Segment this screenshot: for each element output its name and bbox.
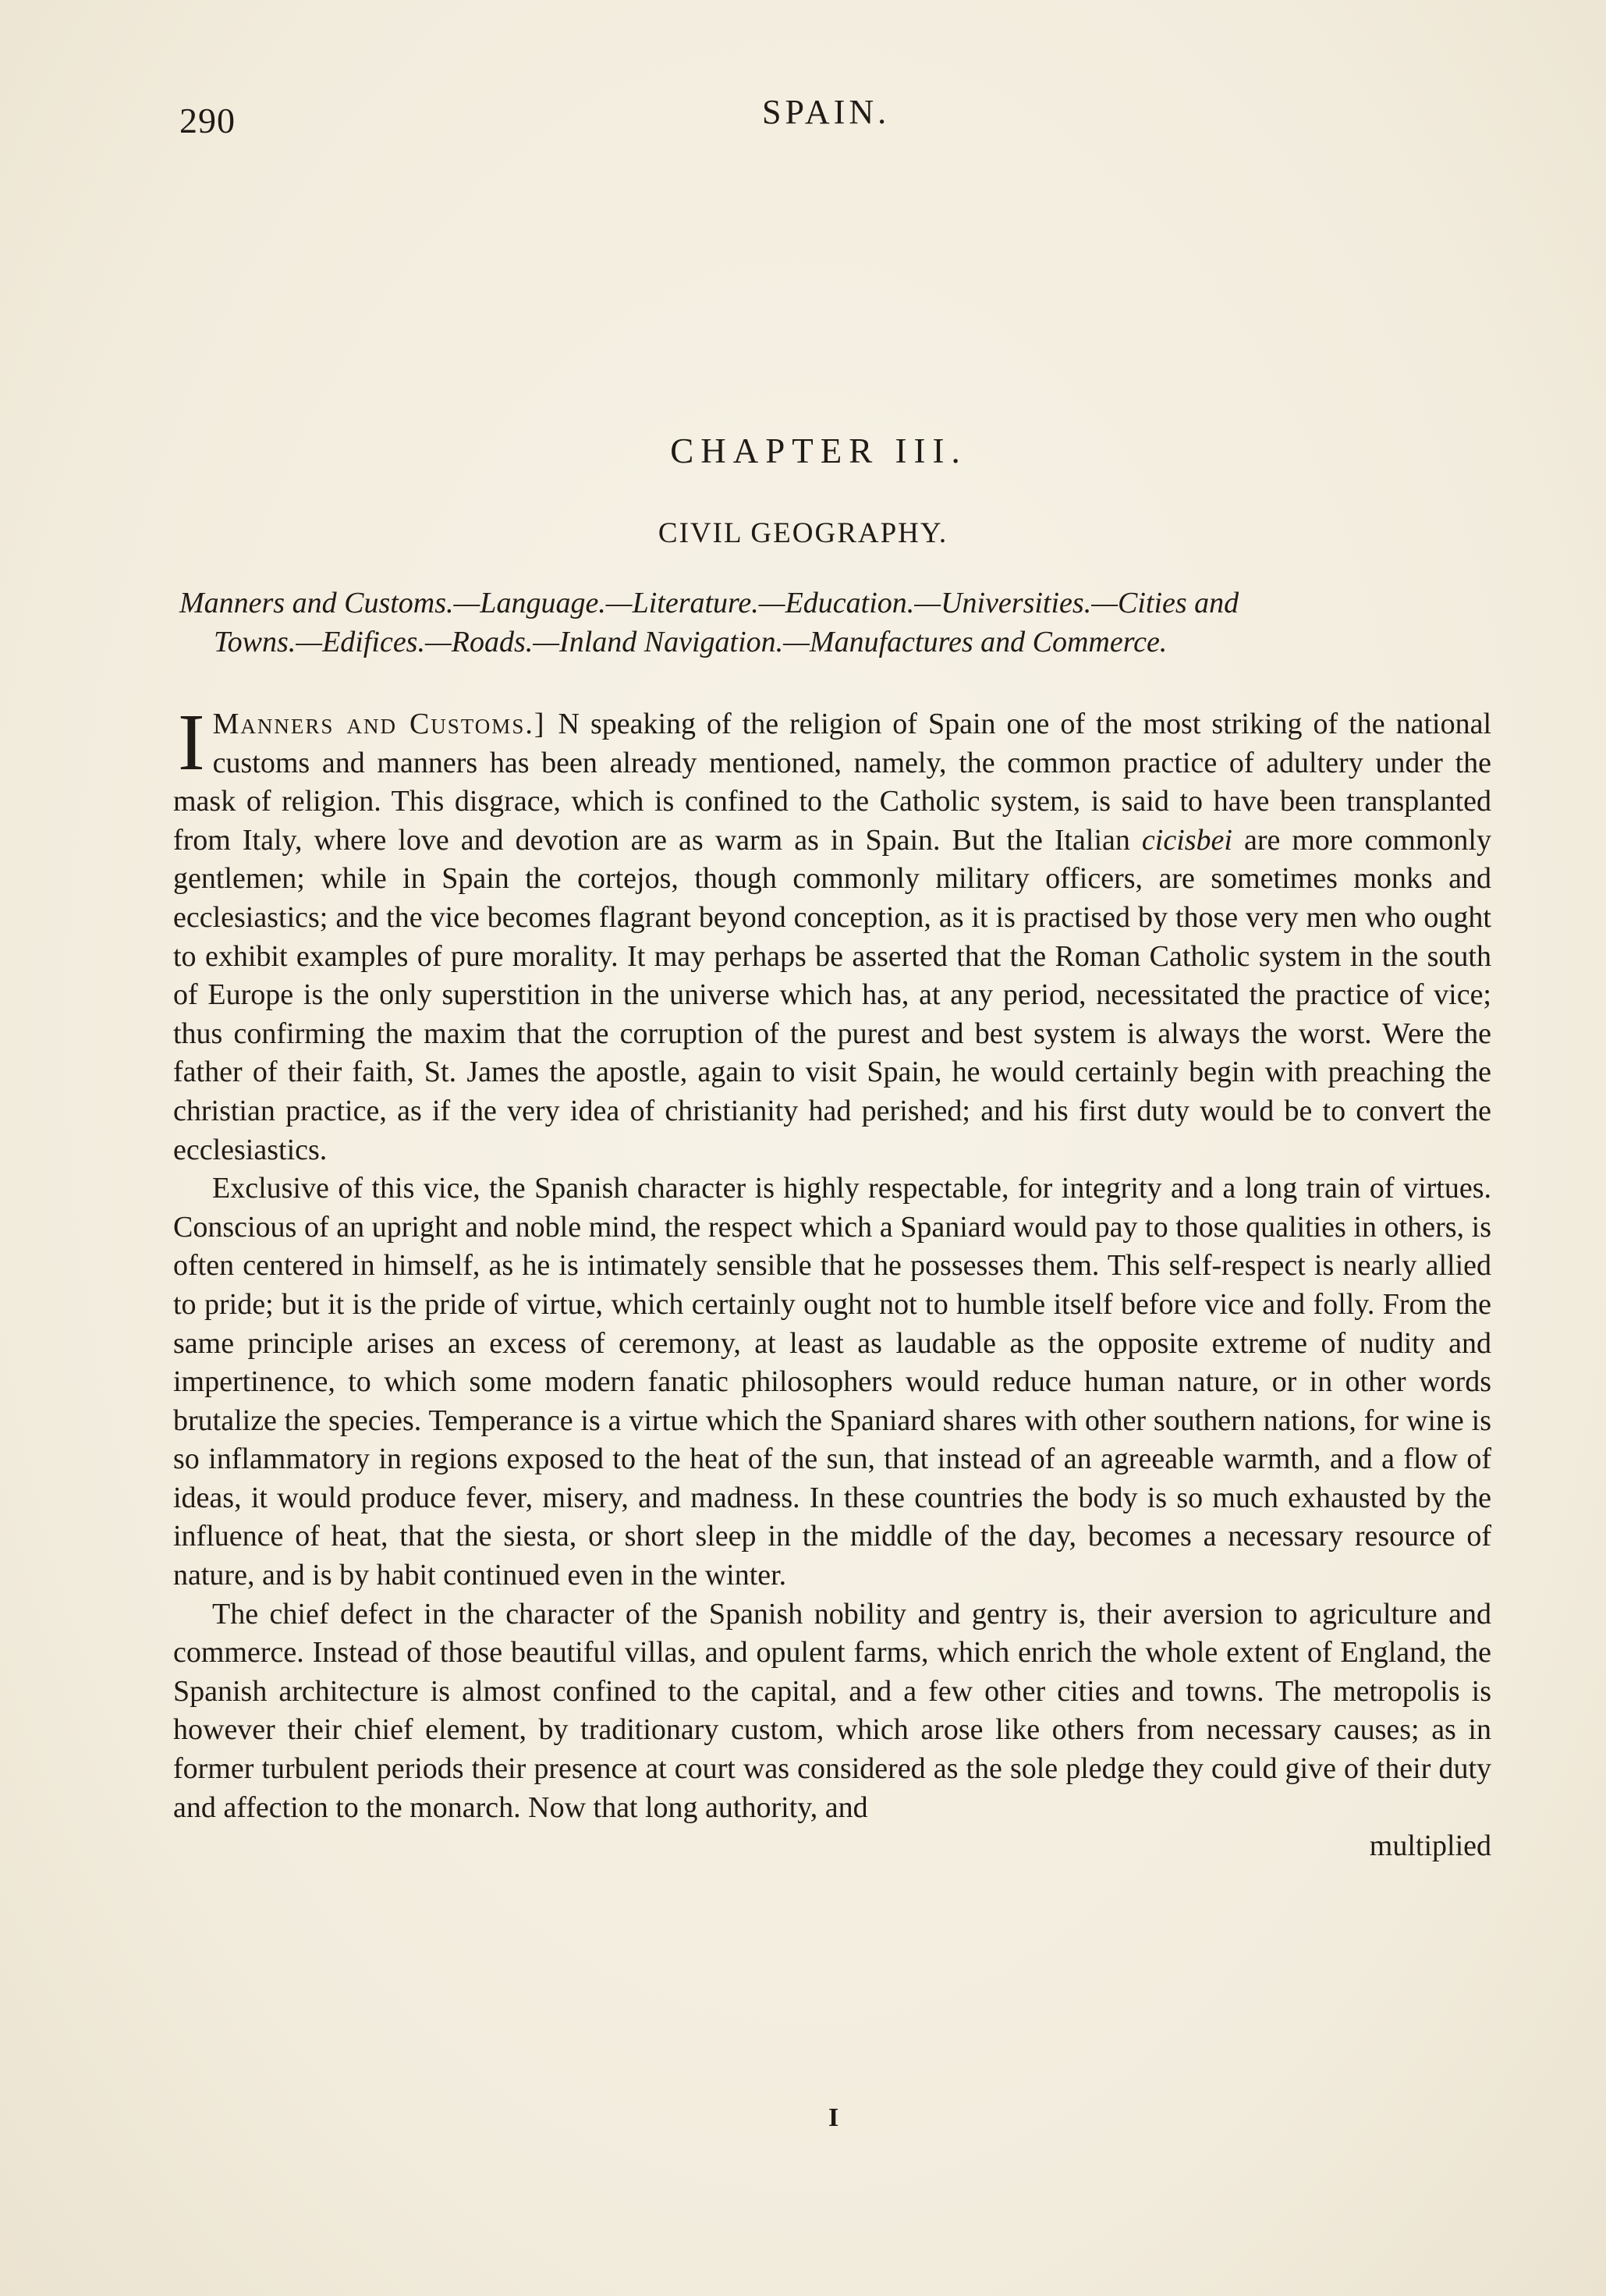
italic-term: cicisbei	[1141, 823, 1232, 857]
side-heading: Manners and Customs.]	[212, 708, 546, 740]
section-title: CIVIL GEOGRAPHY.	[658, 517, 948, 549]
catchword: multiplied	[1369, 1829, 1491, 1863]
chapter-contents	[179, 584, 1505, 662]
paragraph-3: The chief defect in the character of the Spanish nobility and gentry is, their aversion to agriculture and commerce. Instead of those beautiful villas, and opulent farms, which enrich the whole extent of England, the Spanish architecture is almost confined to the capital, and a few other cities and towns. The metropolis is however their chief element, by traditionary custom, which arose like others from necessary causes; as in former turbulent periods their presence at court was considered as the sole pledge they could give of their duty and affection to the monarch. Now that long authority, and	[173, 1597, 1491, 1824]
paragraph-1-end: are more commonly gentlemen; while in Spain the cortejos, though commonly military officers, are sometimes monks and ecclesiastics; and the vice becomes flagrant beyond conception, as it is practised by those very men who ought to exhibit examples of pure morality. It may perhaps be asserted that the Roman Catholic system in the south of Europe is the only superstition in the universe which has, at any period, necessitated the practice of vice; thus confirming the maxim that the corruption of the purest and best system is always the worst. Were the father of their faith, St. James the apostle, again to visit Spain, he would certainly begin with preaching the christian practice, as if the very idea of christianity had perished; and his first duty would be to convert the ecclesiastics.	[173, 823, 1491, 1166]
page-number: 290	[179, 101, 236, 140]
contents-line-2: Towns.—Edifices.—Roads.—Inland Navigation.—Manufactures and Commerce.	[214, 626, 1168, 658]
chapter-title: CHAPTER III.	[670, 431, 967, 470]
paragraph-1-start: N speaking of the religion of Spain one of the most striking of the national customs and manners has been already mentioned, namely, the common practice of adultery under the mask of religion. This disgrace, which is confined to the Catholic system, is said to have been transplanted from Italy, where love and devotion are as warm as in Spain. But the Italian	[173, 708, 1492, 857]
paragraph-1	[173, 697, 1492, 1169]
paragraph-2: Exclusive of this vice, the Spanish character is highly respectable, for integrity and a long train of virtues. Conscious of an upright and noble mind, the respect which a Spaniard would pay to those qualities in others, is often centered in himself, as he is intimately sensible that he possesses them. This self-respect is nearly allied to pride; but it is the pride of virtue, which certainly ought not to humble itself before vice and folly. From the same principle arises an excess of ceremony, at least as laudable as the opposite extreme of nudity and impertinence, to which some modern fanatic philosophers would reduce human nature, or in other words brutalize the species. Temperance is a virtue which the Spaniard shares with other southern nations, for wine is so inflammatory in regions exposed to the heat of the sun, that instead of an agreeable warmth, and a flow of ideas, it would produce fever, misery, and madness. In these countries the body is so much exhausted by the influence of heat, that the siesta, or short sleep in the middle of the day, becomes a necessary resource of nature, and is by habit continued even in the winter.	[173, 1172, 1491, 1592]
body-text	[173, 697, 1492, 1866]
contents-line-1: Manners and Customs.—Language.—Literature.—Education.—Universities.—Cities and	[179, 587, 1239, 619]
signature-mark: I	[828, 2103, 839, 2132]
running-head: SPAIN.	[762, 93, 891, 131]
drop-cap: I	[178, 697, 205, 787]
